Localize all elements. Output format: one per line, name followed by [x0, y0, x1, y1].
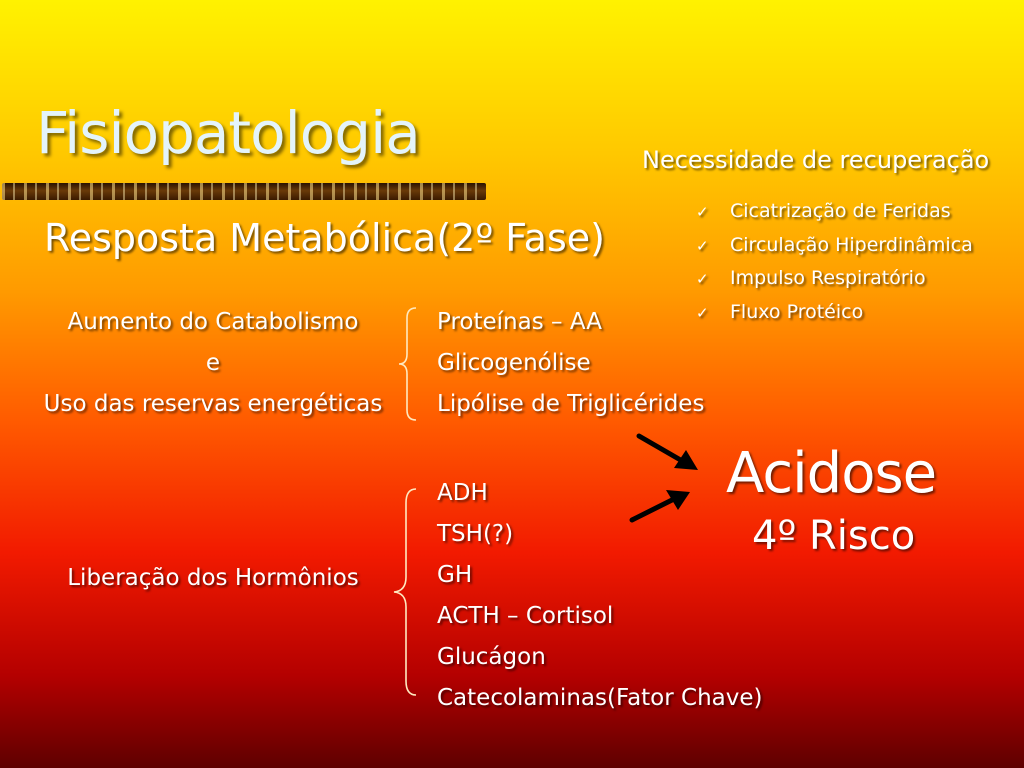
list-item: Proteínas – AA: [437, 309, 602, 335]
left-brace-icon: [398, 306, 418, 422]
recovery-item: [696, 195, 973, 229]
check-icon: ✓: [696, 236, 709, 255]
metabolic-effects-list: [437, 302, 704, 425]
catabolism-line: Aumento do Catabolismo: [67, 309, 359, 335]
list-item: TSH(?): [437, 521, 514, 547]
catabolism-line: Uso das reservas energéticas: [43, 391, 383, 417]
list-item: ADH: [437, 480, 488, 506]
recovery-item-label: Fluxo Protéico: [730, 300, 864, 323]
check-icon: ✓: [696, 203, 709, 221]
catabolism-line: e: [205, 350, 221, 376]
check-icon: ✓: [696, 270, 709, 288]
hormones-list: [437, 473, 762, 719]
recovery-item-label: Impulso Respiratório: [730, 267, 926, 289]
risk-label: 4º Risco: [752, 513, 916, 559]
check-icon: ✓: [696, 303, 709, 322]
list-item: Lipólise de Triglicérides: [437, 391, 705, 417]
title-divider: [2, 183, 486, 200]
recovery-item-label: Cicatrização de Feridas: [730, 200, 951, 222]
list-item: GH: [437, 562, 473, 588]
recovery-item: [696, 229, 973, 263]
recovery-item: [696, 296, 973, 330]
recovery-item-label: Circulação Hiperdinâmica: [730, 233, 973, 256]
arrow-up-right-icon: [628, 486, 694, 528]
slide-subtitle: Resposta Metabólica(2º Fase): [44, 216, 605, 260]
acidosis-title: Acidose: [726, 441, 937, 506]
recovery-item: [696, 262, 973, 296]
slide-title: Fisiopatologia: [36, 99, 420, 167]
hormones-label: Liberação dos Hormônios: [67, 565, 359, 591]
list-item: ACTH – Cortisol: [437, 603, 614, 629]
arrow-down-right-icon: [636, 432, 702, 474]
list-item: Glucágon: [437, 644, 546, 670]
left-brace-icon: [392, 487, 418, 697]
list-item: Glicogenólise: [437, 350, 591, 376]
recovery-heading: Necessidade de recuperação: [642, 146, 990, 174]
catabolism-label: [24, 302, 402, 425]
recovery-list: [696, 195, 973, 329]
list-item: Catecolaminas(Fator Chave): [437, 685, 763, 711]
